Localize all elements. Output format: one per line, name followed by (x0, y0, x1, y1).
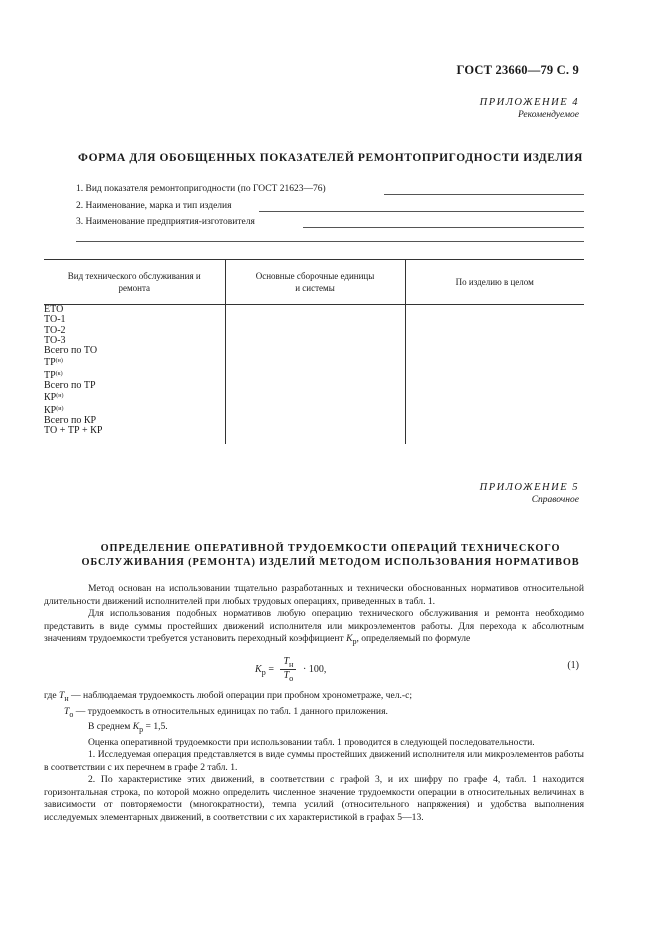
header-assembly-units: Основные сборочные единицы и системы (225, 260, 405, 305)
field-1-line (384, 194, 584, 195)
maintenance-types-list (44, 305, 225, 445)
appendix-5-label: ПРИЛОЖЕНИЕ 5 (479, 482, 579, 493)
table-row-tr-k: $ТР^{(к)}$ (44, 369, 63, 381)
table-row-total-tr: Всего по ТР (44, 380, 96, 392)
assembly-units-column (225, 305, 405, 445)
table-row-to2: ТО-2 (44, 324, 66, 336)
table-row-kr-i: $КР^{(и)}$ (44, 404, 64, 416)
appendix-5-title-line-2: ОБСЛУЖИВАНИЯ (РЕМОНТА) ИЗДЕЛИЙ МЕТОДОМ ИСПОЛЬЗОВАНИЯ НОРМАТИВОВ (81, 557, 580, 568)
table-header-row (44, 260, 584, 305)
table-row-to1: ТО-1 (44, 314, 66, 326)
table-row-grand-total: ТО + ТР + КР (44, 425, 103, 437)
method-intro (44, 583, 584, 649)
definition-tn: где $Т_н$ — наблюдаемая трудоемкость любой операции при пробном хронометраже, чел.-с; (44, 690, 413, 703)
paragraph-norms: Для использования подобных нормативов любую операцию технического обслуживания и ремонта необходимо представить в виде суммы простейших движений исполнителя или микроэлементов работы. Для перехода к абсолютным значениям трудоемкости требуется установить переходный коэффициент $К_р$, определяемый по формуле (44, 608, 584, 647)
header-product-total: По изделию в целом (405, 260, 584, 305)
table-row-kr-n: $КР^{(н)}$ (44, 392, 64, 404)
table-row-tr-n: $ТР^{(н)}$ (44, 357, 63, 369)
appendix-5-title (0, 542, 661, 570)
table-row-to3: ТО-3 (44, 334, 66, 346)
formula-fraction: $\frac{Т_н}{Т_о}$ (280, 656, 296, 683)
paragraph-average: В среднем $К_р = 1,5$. (88, 721, 168, 734)
field-3-line (303, 227, 584, 228)
header-maintenance-type: Вид технического обслуживания и ремонта (44, 260, 225, 305)
field-1-label: 1. Вид показателя ремонтопригодности (по ГОСТ 21623—76) (76, 184, 326, 194)
product-total-column (405, 305, 584, 445)
paragraph-step-1: 1. Исследуемая операция представляется в виде суммы простейших движений исполнителя или микроэлементов работы в соответствии с их перечнем в графе 2 табл. 1. (44, 749, 584, 773)
formula-number: (1) (567, 660, 579, 671)
indicators-table (44, 259, 584, 444)
method-steps (44, 721, 584, 825)
appendix-4-status: Рекомендуемое (517, 110, 579, 120)
paragraph-sequence: Оценка оперативной трудоемкости при использовании табл. 1 проводится в следующей последовательности. (88, 736, 535, 748)
field-3-label: 3. Наименование предприятия-изготовителя (76, 217, 255, 227)
appendix-5-title-line-1: ОПРЕДЕЛЕНИЕ ОПЕРАТИВНОЙ ТРУДОЕМКОСТИ ОПЕРАЦИЙ ТЕХНИЧЕСКОГО (100, 543, 561, 554)
table-row-eto: ЕТО (44, 304, 64, 315)
table-row-total-to: Всего по ТО (44, 345, 98, 357)
field-3-continuation-line (76, 241, 584, 242)
field-2-line (259, 211, 584, 212)
page-header: ГОСТ 23660—79 С. 9 (456, 63, 579, 77)
definition-to: $Т_о$ — трудоемкость в относительных единицах по табл. 1 данного приложения. (64, 705, 388, 719)
paragraph-step-2: 2. По характеристике этих движений, в соответствии с графой 3, и их шифру по графе 4, табл. 1 находится горизонтальная строка, по которой можно определить численное значение трудоемкости операции в относительных величинах в зависимости от повторяемости (многократности), темпа усилий (относительного напряжения) и удобства выполнения исследуемых элементарных движений, в соответствии с их характеристикой в графах 5—13. (44, 774, 584, 824)
field-2-label: 2. Наименование, марка и тип изделия (76, 201, 232, 211)
table-row-total-kr: Всего по КР (44, 414, 97, 426)
appendix-4-label: ПРИЛОЖЕНИЕ 4 (479, 97, 579, 108)
formula-1: $К_р$ = $\frac{Т_н}{Т_о}$ · 100, (255, 656, 327, 683)
formula-definitions (44, 690, 584, 721)
appendix-5-status: Справочное (531, 495, 579, 505)
paragraph-method: Метод основан на использовании тщательно разработанных и технически обоснованных нормативов относительной длительности движений исполнителей при любых трудовых операциях, приведенных в табл. 1. (44, 583, 584, 607)
appendix-4-title: ФОРМА ДЛЯ ОБОБЩЕННЫХ ПОКАЗАТЕЛЕЙ РЕМОНТОПРИГОДНОСТИ ИЗДЕЛИЯ (78, 152, 583, 164)
